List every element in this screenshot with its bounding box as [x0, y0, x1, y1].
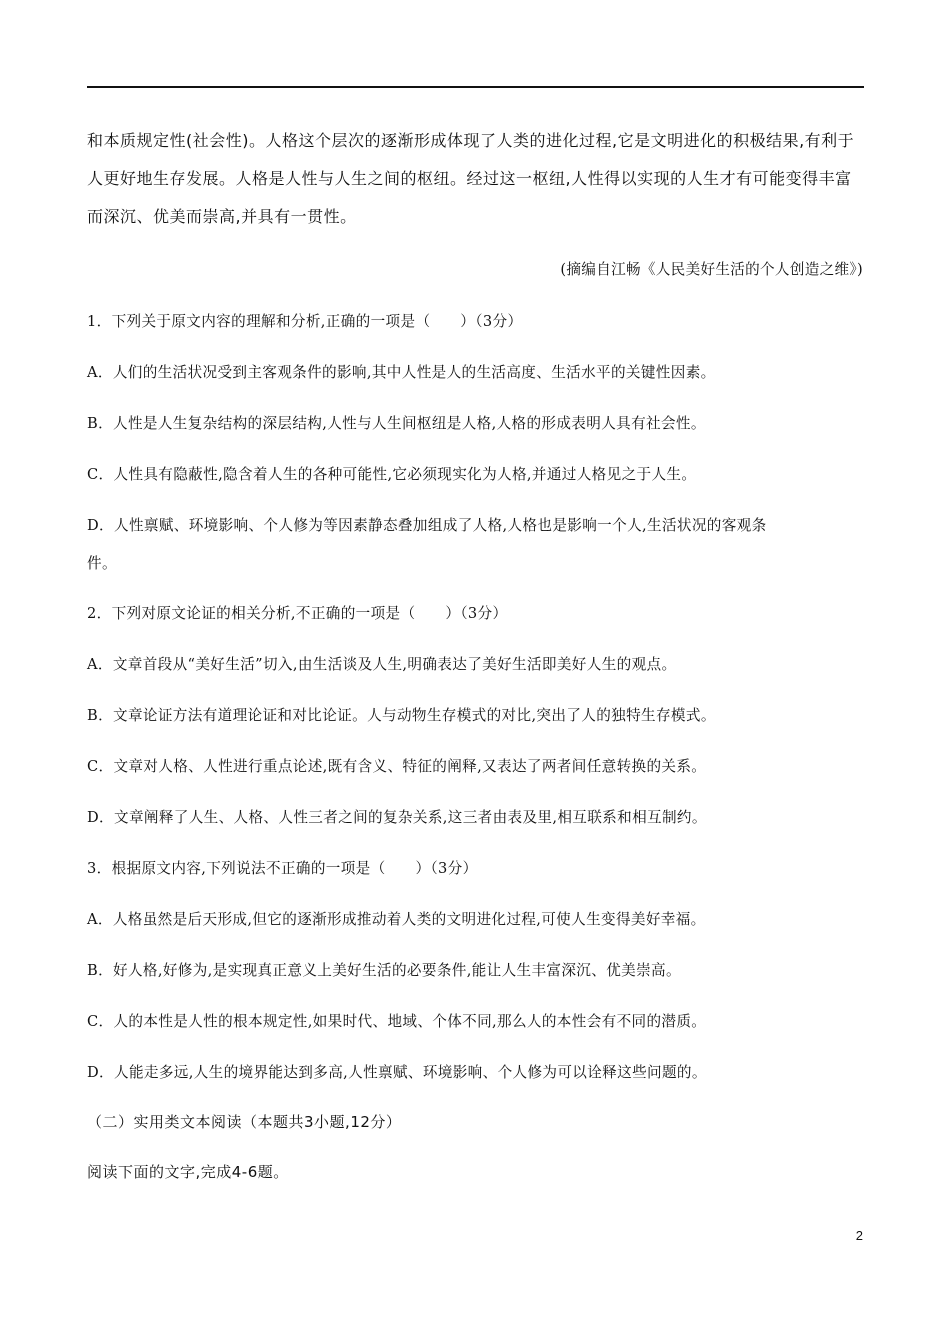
question-option: D．人能走多远,人生的境界能达到多高,人性禀赋、环境影响、个人修为可以诠释这些问题的。 [87, 1064, 707, 1081]
passage-line: 和本质规定性(社会性)。人格这个层次的逐渐形成体现了人类的进化过程,它是文明进化的积极结果,有利于 [87, 131, 855, 150]
question-option: D．文章阐释了人生、人格、人性三者之间的复杂关系,这三者由表及里,相互联系和相互制约。 [87, 809, 707, 826]
question-option: B．好人格,好修为,是实现真正意义上美好生活的必要条件,能让人生丰富深沉、优美崇高。 [87, 962, 681, 979]
passage-line: 而深沉、优美而崇高,并具有一贯性。 [87, 207, 357, 226]
question-option: C．人性具有隐蔽性,隐含着人生的各种可能性,它必须现实化为人格,并通过人格见之于人生。 [87, 466, 697, 483]
question-stem: 2．下列对原文论证的相关分析,不正确的一项是（ ）（3分） [87, 605, 508, 622]
passage-line: 人更好地生存发展。人格是人性与人生之间的枢纽。经过这一枢纽,人性得以实现的人生才有可能变得丰富 [87, 169, 852, 188]
header-rule [87, 86, 864, 88]
question-stem: 1．下列关于原文内容的理解和分析,正确的一项是（ ）（3分） [87, 313, 523, 330]
question-option: C．人的本性是人性的根本规定性,如果时代、地域、个体不同,那么人的本性会有不同的潜质。 [87, 1013, 707, 1030]
section-heading: （二）实用类文本阅读（本题共3小题,12分） [87, 1113, 402, 1131]
question-option: B．文章论证方法有道理论证和对比论证。人与动物生存模式的对比,突出了人的独特生存模式。 [87, 707, 716, 724]
question-stem: 3．根据原文内容,下列说法不正确的一项是（ ）（3分） [87, 860, 478, 877]
page-number: 2 [855, 1228, 863, 1243]
question-option: D．人性禀赋、环境影响、个人修为等因素静态叠加组成了人格,人格也是影响一个人,生活状况的客观条 [87, 517, 767, 534]
question-option: B．人性是人生复杂结构的深层结构,人性与人生间枢纽是人格,人格的形成表明人具有社会性。 [87, 415, 706, 432]
passage-source: (摘编自江畅《人民美好生活的个人创造之维》) [560, 261, 863, 278]
section-instruction: 阅读下面的文字,完成4-6题。 [87, 1163, 289, 1181]
question-option: A．人格虽然是后天形成,但它的逐渐形成推动着人类的文明进化过程,可使人生变得美好幸福。 [87, 911, 706, 928]
question-option: 件。 [87, 555, 117, 572]
question-option: A．文章首段从“美好生活”切入,由生活谈及人生,明确表达了美好生活即美好人生的观点。 [87, 656, 677, 673]
question-option: A．人们的生活状况受到主客观条件的影响,其中人性是人的生活高度、生活水平的关键性因素。 [87, 364, 716, 381]
question-option: C．文章对人格、人性进行重点论述,既有含义、特征的阐释,又表达了两者间任意转换的关系。 [87, 758, 707, 775]
